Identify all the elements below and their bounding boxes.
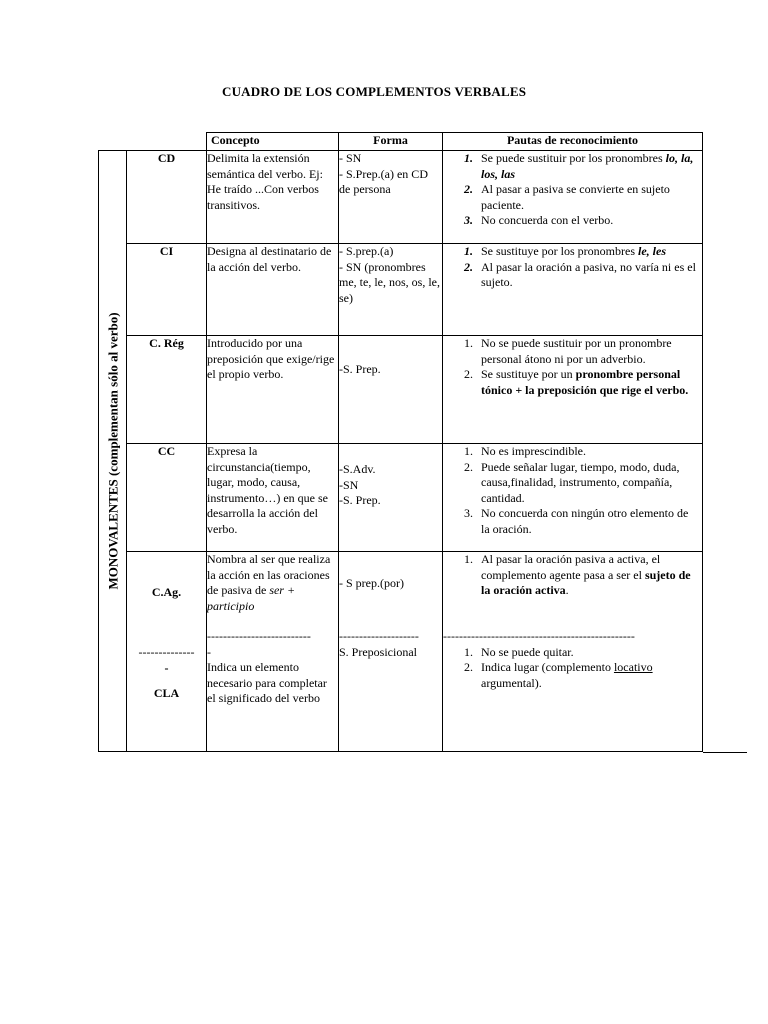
forma-cell [339,244,443,336]
cla-concepto-dash: - [207,644,211,659]
cla-code: CLA [153,686,180,700]
concepto-cell [207,444,339,552]
pautas-cell [443,244,703,336]
list-item: 2. Indica lugar (complemento locativo argumental). [464,660,653,690]
pautas-cell [443,336,703,444]
concepto-cell [207,151,339,244]
list-item: 2. Se sustituye por un pronombre personal tónico + la preposición que rige el verbo. [464,367,689,397]
cla-concepto: Indica un elemento necesario para completar el significado del verbo [207,660,327,705]
list-item: 1. No es imprescindible. [464,444,586,458]
list-item: 2. Puede señalar lugar, tiempo, modo, duda, causa,finalidad, instrumento, compañía, cantidad. [464,459,680,505]
list-item: 2. Al pasar la oración a pasiva, no varía ni es el sujeto. [464,259,696,289]
list-item: 1. Al pasar la oración pasiva a activa, el complemento agente pasa a ser el sujeto de la oración activa. [464,552,691,597]
header-row [99,133,703,151]
header-blank [127,133,207,151]
pautas-list [443,444,702,537]
forma-line: - SN [339,151,362,165]
forma-line: - S prep.(por) [339,576,404,590]
forma-line: -SN [339,477,359,492]
concepto-cell [207,552,339,752]
header-forma: Forma [339,133,443,151]
pautas-list [443,244,702,291]
pautas-cell [443,444,703,552]
pautas-list [443,552,702,599]
pautas-list [443,645,702,692]
cag-code: C.Ag. [151,585,182,599]
pautas-cell [443,552,703,752]
pautas-list [443,151,702,229]
row-code: CI [127,244,207,336]
list-item: 1. Se sustituye por los pronombres le, les [464,244,666,258]
pautas-cell [443,151,703,244]
forma-line: -S.Adv. [339,462,376,476]
forma-cell [339,552,443,752]
pautas-list [443,336,702,398]
side-label-cell [99,151,127,752]
forma-line: -S. Prep. [339,493,381,507]
forma-cell [339,336,443,444]
header-concepto: Concepto [207,133,339,151]
concepto-text: Designa al destinatario de la acción del verbo. [207,244,332,274]
row-code [127,552,207,752]
table-row-cd [99,151,703,244]
forma-line: - S.Prep.(a) en CD de persona [339,166,428,196]
forma-cell [339,444,443,552]
forma-line: - S.prep.(a) [339,244,394,258]
list-item: 1. No se puede sustituir por un pronombre personal átono ni por un adverbio. [464,336,672,366]
list-item: 3. No concuerda con el verbo. [464,213,614,227]
complements-table [98,132,703,752]
forma-line: S. Preposicional [339,644,417,659]
list-item: 1. Se puede sustituir por los pronombres lo, la, los, las [464,151,694,181]
row-code: CC [127,444,207,552]
forma-cell [339,151,443,244]
separator: -------------- [138,645,195,659]
concepto-cell [207,336,339,444]
table-row-creg [99,336,703,444]
concepto-cell [207,244,339,336]
row-code: C. Rég [127,336,207,444]
forma-line: -S. Prep. [339,361,381,376]
separator: -------------------- [339,629,419,643]
side-label: MONOVALENTES (complementan sólo al verbo) [104,312,120,590]
table-row-cc [99,444,703,552]
concepto-text: Expresa la circunstancia(tiempo, lugar, modo, causa, instrumento…) en que se desarrolla la acción del verbo. [207,444,328,536]
forma-line: - SN (pronombres me, te, le, nos, os, le, se) [339,259,440,305]
document-title: CUADRO DE LOS COMPLEMENTOS VERBALES [222,84,527,99]
list-item: 1. No se puede quitar. [464,644,574,659]
header-blank [99,133,127,151]
separator: -------------------------- [207,629,311,643]
separator: ------------------------------------------------ [443,629,635,643]
list-item: 3. No concuerda con ningún otro elemento de la oración. [464,506,689,536]
table-row-ci [99,244,703,336]
cag-concepto: Nombra al ser que realiza la acción en las oraciones de pasiva de ser + participio [207,552,331,613]
row-code: CD [127,151,207,244]
table-row-cag-cla [99,552,703,752]
concepto-text: Delimita la extensión semántica del verbo. Ej: He traído ...Con verbos transitivos. [207,151,323,212]
list-item: 2. Al pasar a pasiva se convierte en sujeto paciente. [464,182,670,212]
table-bottom-line-extension [703,752,747,753]
cla-code-dash: - [164,660,169,675]
header-pautas: Pautas de reconocimiento [443,133,703,151]
concepto-text: Introducido por una preposición que exige/rige el propio verbo. [207,336,335,381]
